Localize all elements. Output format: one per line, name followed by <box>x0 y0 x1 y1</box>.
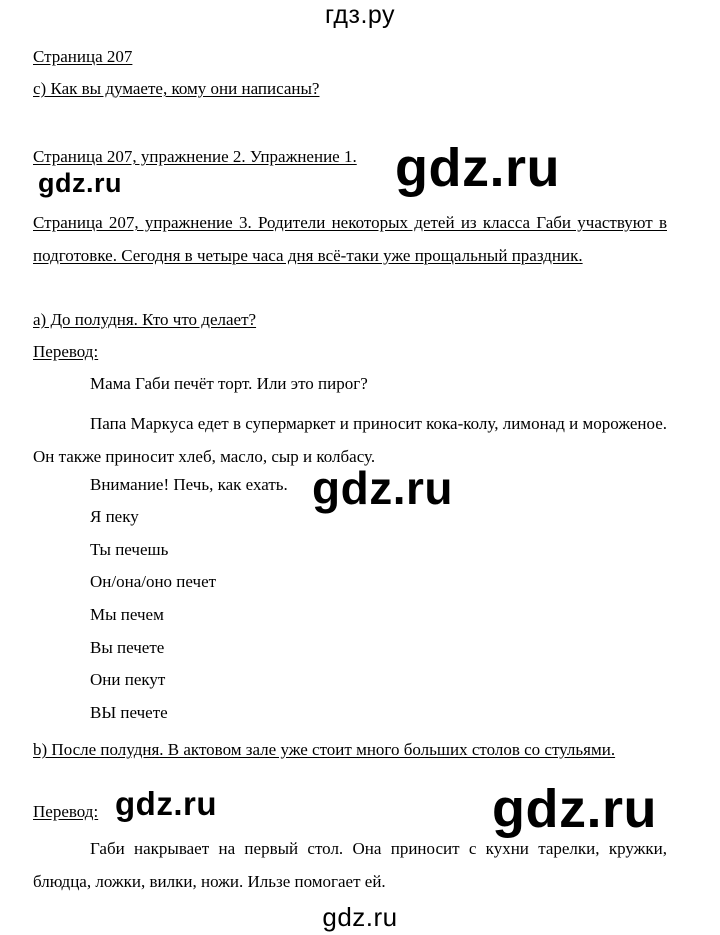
watermark-logo: gdz.ru <box>115 785 217 822</box>
footer-logo: gdz.ru <box>322 902 398 932</box>
exercise-2-heading: Страница 207, упражнение 2. Упражнение 1. <box>33 147 357 166</box>
page-heading: Страница 207 <box>33 47 133 66</box>
watermark-logo: gdz.ru <box>38 168 122 198</box>
exercise-3-intro: Страница 207, упражнение 3. Родители некоторых детей из класса Габи участвуют в подготовке. Сегодня в четыре часа дня всё-таки уже прощальный праздник. <box>33 213 667 265</box>
conjugation-row: Он/она/оно печет <box>90 572 217 591</box>
paragraph-mom: Мама Габи печёт торт. Или это пирог? <box>90 374 368 393</box>
watermark-logo: gdz.ru <box>492 779 657 839</box>
section-b-heading: b) После полудня. В актовом зале уже стоит много больших столов со стульями. <box>33 740 616 759</box>
conjugation-row: Я пеку <box>90 507 139 526</box>
section-a-heading: a) До полудня. Кто что делает? <box>33 310 257 329</box>
translation-label: Перевод: <box>33 342 99 361</box>
translation-label: Перевод: <box>33 802 99 821</box>
grammar-note: Внимание! Печь, как ехать. <box>90 475 288 494</box>
site-header: гдз.ру <box>324 1 396 29</box>
conjugation-row: ВЫ печете <box>90 703 168 722</box>
paragraph-gabi: Габи накрывает на первый стол. Она приносит с кухни тарелки, кружки, блюдца, ложки, вилки, ножи. Ильзе помогает ей. <box>33 839 667 891</box>
question-c: c) Как вы думаете, кому они написаны? <box>33 79 320 98</box>
watermark-logo: gdz.ru <box>312 462 453 514</box>
conjugation-row: Они пекут <box>90 670 166 689</box>
conjugation-row: Мы печем <box>90 605 164 624</box>
watermark-logo: gdz.ru <box>395 138 560 198</box>
conjugation-row: Вы печете <box>90 638 165 657</box>
conjugation-row: Ты печешь <box>90 540 169 559</box>
paragraph-dad: Папа Маркуса едет в супермаркет и приносит кока-колу, лимонад и мороженое. Он также приносит хлеб, масло, сыр и колбасу. <box>33 414 667 466</box>
